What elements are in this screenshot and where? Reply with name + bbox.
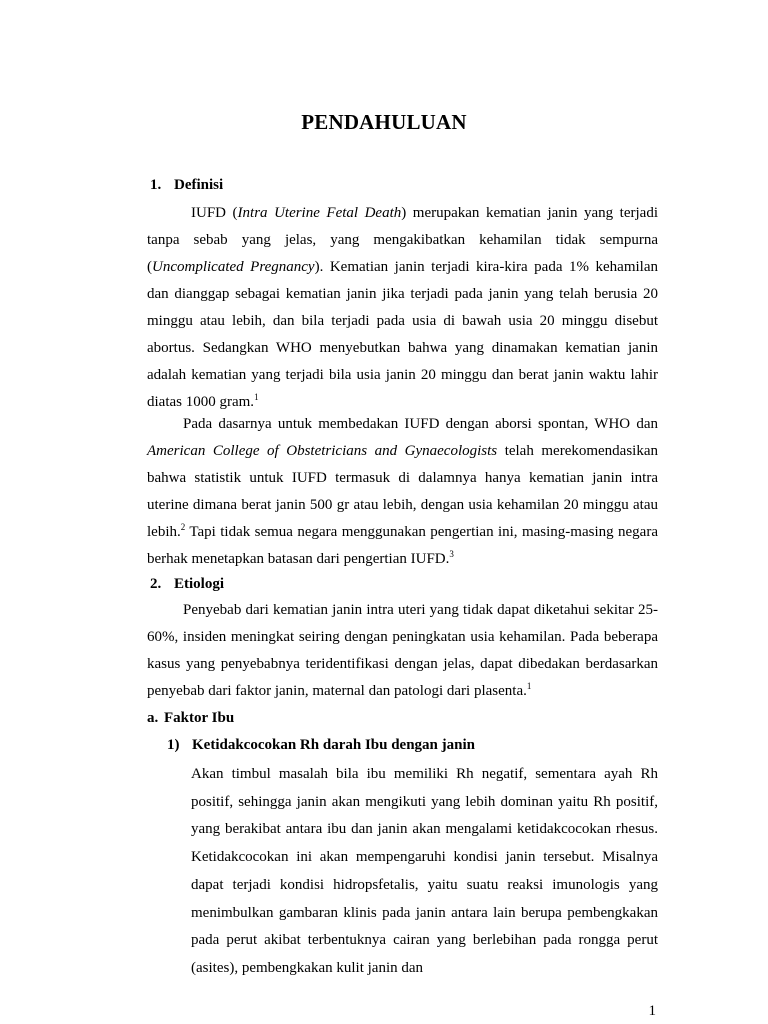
footnote-ref: 1: [254, 392, 259, 402]
subsection-title: Faktor Ibu: [164, 710, 235, 726]
item-heading-rh: [167, 737, 475, 754]
text-run: ) merupakan kematian janin yang terjadi tanpa sebab yang jelas, yang mengakibatkan kehamilan tidak sempurna (: [147, 205, 658, 275]
text-run: telah merekomendasikan bahwa statistik untuk IUFD termasuk di dalamnya hanya kematian janin intra uterine dimana berat janin 500 gr atau lebih, dengan usia kehamilan 20 minggu atau lebih.: [147, 443, 659, 540]
subsection-label: a.: [147, 710, 159, 726]
text-run: IUFD (: [191, 205, 238, 221]
italic-term: American College of Obstetricians and Gynaecologists: [147, 443, 498, 459]
item-title: Ketidakcocokan Rh darah Ibu dengan janin: [192, 737, 475, 753]
item-number: 1): [167, 737, 180, 753]
text-run: Tapi tidak semua negara menggunakan pengertian ini, masing-masing negara berhak menetapkan batasan dari pengertian IUFD.: [147, 524, 658, 567]
page-number: 1: [648, 1003, 656, 1019]
footnote-ref: 2: [180, 522, 186, 532]
italic-term: Intra Uterine Fetal Death: [237, 205, 402, 221]
text-run: Penyebab dari kematian janin intra uteri yang tidak dapat diketahui sekitar 25-60%, insiden meningkat seiring dengan peningkatan usia kehamilan. Pada beberapa kasus yang penyebabnya teridentifikasi dengan jelas, dapat dibedakan berdasarkan penyebab dari faktor janin, maternal dan patologi dari plasenta.: [147, 602, 658, 699]
text-run: Pada dasarnya untuk membedakan IUFD dengan aborsi spontan, WHO dan: [183, 416, 658, 432]
text-run: Akan timbul masalah bila ibu memiliki Rh negatif, sementara ayah Rh positif, sehingga janin akan mengikuti yang lebih dominan yaitu Rh positif, yang berakibat antara ibu dan janin akan mengalami ketidakcocokan rhesus. Ketidakcocokan ini akan mempengaruhi kondisi janin tersebut. Misalnya dapat terjadi kondisi hidropsfetalis, yaitu suatu reaksi imunologis yang menimbulkan gambaran klinis pada janin antara lain berupa pembengkakan pada perut akibat terbentuknya cairan yang berlebihan pada rongga perut (asites), pembengkakan kulit janin dan: [191, 766, 658, 976]
subsection-heading-faktor-ibu: [147, 710, 234, 727]
paragraph-definisi-1: [147, 200, 658, 416]
section-number: 2.: [150, 576, 162, 592]
section-number: 1.: [150, 177, 162, 193]
footnote-ref: 3: [449, 549, 454, 559]
section-title: Etiologi: [174, 576, 225, 592]
page-title: PENDAHULUAN: [301, 110, 467, 134]
footnote-ref: 1: [526, 681, 532, 691]
section-heading-etiologi: [150, 576, 224, 593]
section-heading-definisi: [150, 177, 223, 194]
section-title: Definisi: [174, 177, 224, 193]
text-run: ). Kematian janin terjadi kira-kira pada 1% kehamilan dan dianggap sebagai kematian janin jika terjadi pada janin yang telah berusia 20 minggu atau lebih, dan bila terjadi pada usia di bawah usia 20 minggu disebut abortus. Sedangkan WHO menyebutkan bahwa yang dinamakan kematian janin adalah kematian yang terjadi bila usia janin 20 minggu dan berat janin waktu lahir diatas 1000 gram.: [147, 259, 658, 410]
paragraph-rh: [191, 761, 658, 983]
paragraph-definisi-2: [147, 411, 658, 573]
italic-term: Uncomplicated Pregnancy: [152, 259, 315, 275]
paragraph-etiologi: [147, 597, 658, 705]
